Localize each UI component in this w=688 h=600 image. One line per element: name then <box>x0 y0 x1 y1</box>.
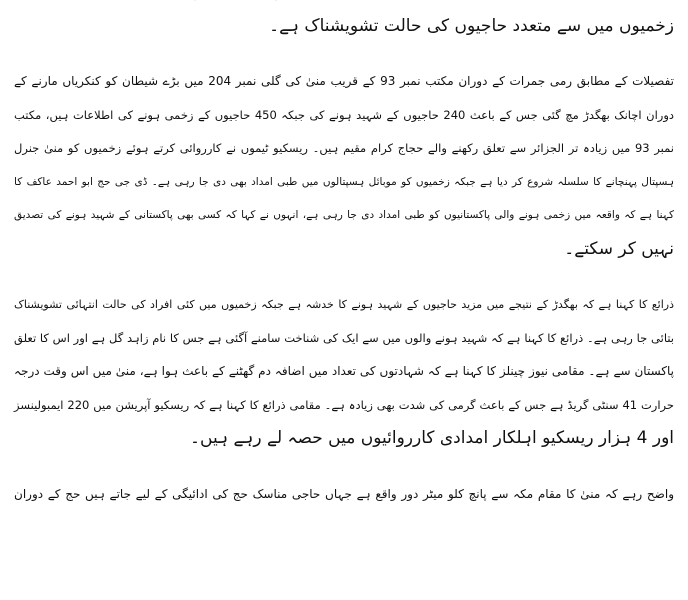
paragraph-details <box>14 65 674 266</box>
text-line: نہیں کر سکتے۔ <box>564 238 674 259</box>
text-line: تفصیلات کے مطابق رمی جمرات کے دوران مکتب نمبر 93 کے قریب منیٰ کی گلی نمبر 204 میں بڑے شیطان کو کنکریاں مارنے کے <box>14 74 674 88</box>
text-line: اور 4 ہزار ریسکیو اہلکار امدادی کارروائیوں میں حصہ لے رہے ہیں۔ <box>190 428 674 448</box>
text-line: کہنا ہے کہ واقعہ میں زخمی ہونے والی پاکستانیوں کو طبی امداد دی جا رہی ہے، انہوں نے کہا کہ کسی بھی پاکستانی کے شہید ہونے کی تصدیق <box>14 209 674 221</box>
paragraph-sources <box>14 288 674 456</box>
text-line: حرارت 41 سنٹی گریڈ ہے جس کے باعث گرمی کی شدت بھی زیادہ ہے۔ مقامی ذرائع کا کہنا ہے کہ ریسکیو آپریشن میں 220 ایمبولینسز <box>14 397 674 412</box>
text-line: واضح رہے کہ منیٰ کا مقام مکہ سے پانچ کلو میٹر دور واقع ہے جہاں حاجی مناسک حج کی ادائیگی کے لیے جاتے ہیں حج کے دوران <box>14 486 674 501</box>
article-body <box>14 0 674 533</box>
text-line: پاکستان سے ہے۔ مقامی نیوز چینلز کا کہنا ہے کہ شہادتوں کی تعداد میں اضافہ دم گھٹنے کے باعث ہوا ہے، منیٰ میں اس وقت درجہ <box>14 364 674 378</box>
paragraph-intro <box>14 0 674 43</box>
text-line: دوران اچانک بھگدڑ مچ گئی جس کے باعث 240 حاجیوں کے شہید ہونے کی جبکہ 450 حاجیوں کے زخمی ہونے کی اطلاعات ہیں، مکتب <box>14 107 674 122</box>
text-line: ہسپتال پہنچانے کا سلسلہ شروع کر دیا ہے جبکہ زخمیوں کو موبائل ہسپتالوں میں طبی امداد بھی دی جا رہی ہے۔ ڈی جی حج ابو احمد عاکف کا <box>14 175 674 188</box>
text-line: ذرائع کا کہنا ہے کہ بھگدڑ کے نتیجے میں مزید حاجیوں کے شہید ہونے کا خدشہ ہے جبکہ زخمیوں میں کئی افراد کی حالت انتہائی تشویشناک <box>14 298 674 311</box>
text-line <box>14 0 674 10</box>
text-line: نمبر 93 میں زیادہ تر الجزائر سے تعلق رکھنے والے حجاج کرام مقیم ہیں۔ ریسکیو ٹیموں نے کارروائی کرتے ہوئے زخمیوں کو منیٰ جنرل <box>14 141 674 155</box>
paragraph-context <box>14 478 674 512</box>
text-line: زخمیوں میں سے متعدد حاجیوں کی حالت تشویشناک ہے۔ <box>269 15 674 36</box>
text-line: بتائی جا رہی ہے۔ ذرائع کا کہنا ہے کہ شہید ہونے والوں میں سے ایک کی شناخت سامنے آگئی ہے جس کا نام زاہد گل ہے اور اس کا تعلق <box>14 330 674 345</box>
